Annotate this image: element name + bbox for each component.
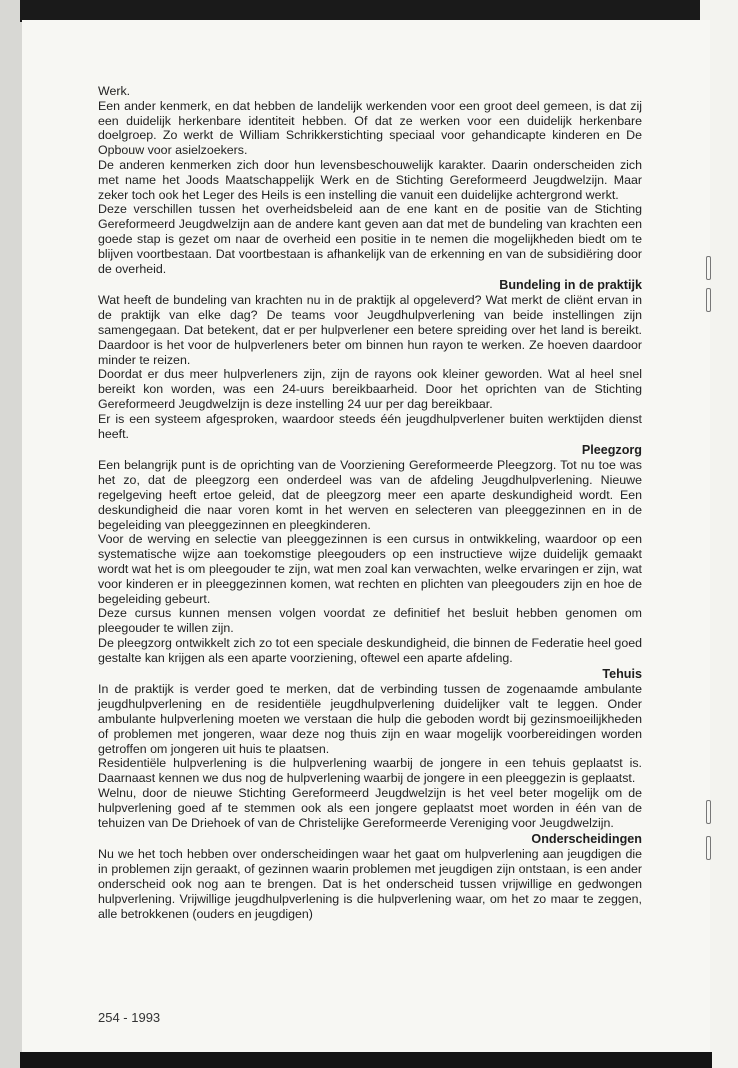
- paragraph: Welnu, door de nieuwe Stichting Gereformeerd Jeugdwelzijn is het veel beter mogelijk om de hulpverlening goed af te stemmen ook als een jongere geplaatst moet worden in één van de tehuizen van De Driehoek of van de Christelijke Gereformeerde Vereniging voor Jeugdwelzijn.: [98, 786, 642, 830]
- paragraph: Een ander kenmerk, en dat hebben de landelijk werkenden voor een groot deel gemeen, is dat zij een duidelijk herkenbare identiteit hebben. Of dat ze werken voor een duidelijk herkenbare doelgroep. Zo werkt de William Schrikkerstichting speciaal voor gehandicapte kinderen en De Opbouw voor asielzoekers.: [98, 98, 642, 158]
- page-footer: 254 - 1993: [98, 1010, 161, 1025]
- section-heading-tehuis: Tehuis: [602, 667, 642, 682]
- section-heading-onderscheidingen: Onderscheidingen: [531, 832, 642, 847]
- paragraph: Werk.: [98, 84, 131, 98]
- article-body: [98, 84, 642, 921]
- paragraph: De pleegzorg ontwikkelt zich zo tot een speciale deskundigheid, die binnen de Federatie heel goed gestalte kan krijgen als een aparte voorziening, oftewel een aparte afdeling.: [98, 635, 642, 665]
- scan-border-top: [20, 0, 732, 22]
- binding-hole-mark: [706, 256, 711, 280]
- binding-hole-mark: [706, 800, 711, 824]
- paragraph: Er is een systeem afgesproken, waardoor steeds één jeugdhulpverlener buiten werktijden dienst heeft.: [98, 411, 642, 441]
- paragraph: Doordat er dus meer hulpverleners zijn, zijn de rayons ook kleiner geworden. Wat al heel snel bereikt kon worden, was een 24-uurs bereikbaarheid. Door het oprichten van de Stichting Gereformeerd Jeugdwelzijn is deze instelling 24 uur per dag bereikbaar.: [98, 367, 642, 411]
- paragraph: De anderen kenmerken zich door hun levensbeschouwelijk karakter. Daarin onderscheiden zich met name het Joods Maatschappelijk Werk en de Stichting Gereformeerd Jeugdwelzijn. Maar zeker toch ook het Leger des Heils is een instelling die vanuit een duidelijke achtergrond werkt.: [98, 157, 642, 202]
- paragraph: Deze verschillen tussen het overheidsbeleid aan de ene kant en de positie van de Stichting Gereformeerd Jeugdwelzijn aan de andere kant geven aan dat met de bundeling van krachten een goede stap is gezet om naar de overheid een positie in te nemen die mogelijkheden biedt om te blijven voortbestaan. Dat voortbestaan is afhankelijk van de erkenning en van de subsidiëring door de overheid.: [98, 202, 642, 276]
- binding-hole-mark: [706, 836, 711, 860]
- binding-hole-mark: [706, 288, 711, 312]
- paragraph: Residentiële hulpverlening is die hulpverlening waarbij de jongere in een tehuis geplaatst is. Daarnaast kennen we dus nog de hulpverlening waarbij de jongere in een pleeggezin is geplaatst.: [98, 756, 642, 786]
- paragraph: Wat heeft de bundeling van krachten nu in de praktijk al opgeleverd? Wat merkt de cliënt ervan in de praktijk van elke dag? De teams voor Jeugdhulpverlening van beide instellingen zijn samengegaan. Dat betekent, dat er per hulpverlener een betere spreiding over het land is bereikt. Daardoor is het voor de hulpverleners beter om binnen hun rayon te werken. Ze hoeven daardoor minder te reizen.: [98, 293, 642, 367]
- paragraph: Een belangrijk punt is de oprichting van de Voorziening Gereformeerde Pleegzorg. Tot nu toe was het zo, dat de pleegzorg een onderdeel was van de afdeling Jeugdhulpverlening. Nieuwe regelgeving heeft ertoe geleid, dat de pleegzorg meer een aparte deskundigheid wordt. Een deskundigheid die naar voren komt in het werven en selecteren van pleeggezinnen en in de begeleiding van pleeggezinnen en pleegkinderen.: [98, 458, 642, 532]
- section-heading-pleegzorg: Pleegzorg: [581, 443, 642, 458]
- paragraph: Nu we het toch hebben over onderscheidingen waar het gaat om hulpverlening aan jeugdigen die in problemen zijn geraakt, of gezinnen waarin problemen met jeugdigen zijn ontstaan, is een ander onderscheid ook nog aan te brengen. Dat is het onderscheid tussen vrijwillige en gedwongen hulpverlening. Vrijwillige jeugdhulpverlening is die hulpverlening waar, om het zo maar te zeggen, alle betrokkenen (ouders en jeugdigen): [98, 847, 642, 921]
- scan-border-bottom: [20, 1052, 712, 1068]
- paragraph: In de praktijk is verder goed te merken, dat de verbinding tussen de zogenaamde ambulante jeugdhulpverlening en de residentiële jeugdhulpverlening duidelijker valt te leggen. Onder ambulante hulpverlening moeten we verstaan die hulp die geboden wordt bij gezinsmoeilijkheden of problemen met jongeren, waar deze nog thuis zijn en waar mogelijk voorbereidingen worden getroffen om jongeren uit huis te plaatsen.: [98, 682, 642, 756]
- paragraph: Voor de werving en selectie van pleeggezinnen is een cursus in ontwikkeling, waardoor op een systematische wijze aan toekomstige pleegouders op een instructieve wijze duidelijk gemaakt wordt wat het is om pleegouder te zijn, wat men zoal kan verwachten, welke ervaringen er zijn, wat voor kinderen er in pleeggezinnen komen, wat rechten en plichten van pleegouders zijn en hoe de begeleiding gebeurt.: [98, 532, 642, 606]
- section-heading-bundeling: Bundeling in de praktijk: [499, 278, 642, 293]
- document-page: [22, 20, 710, 1054]
- paragraph: Deze cursus kunnen mensen volgen voordat ze definitief het besluit hebben genomen om pleegouder te willen zijn.: [98, 606, 642, 636]
